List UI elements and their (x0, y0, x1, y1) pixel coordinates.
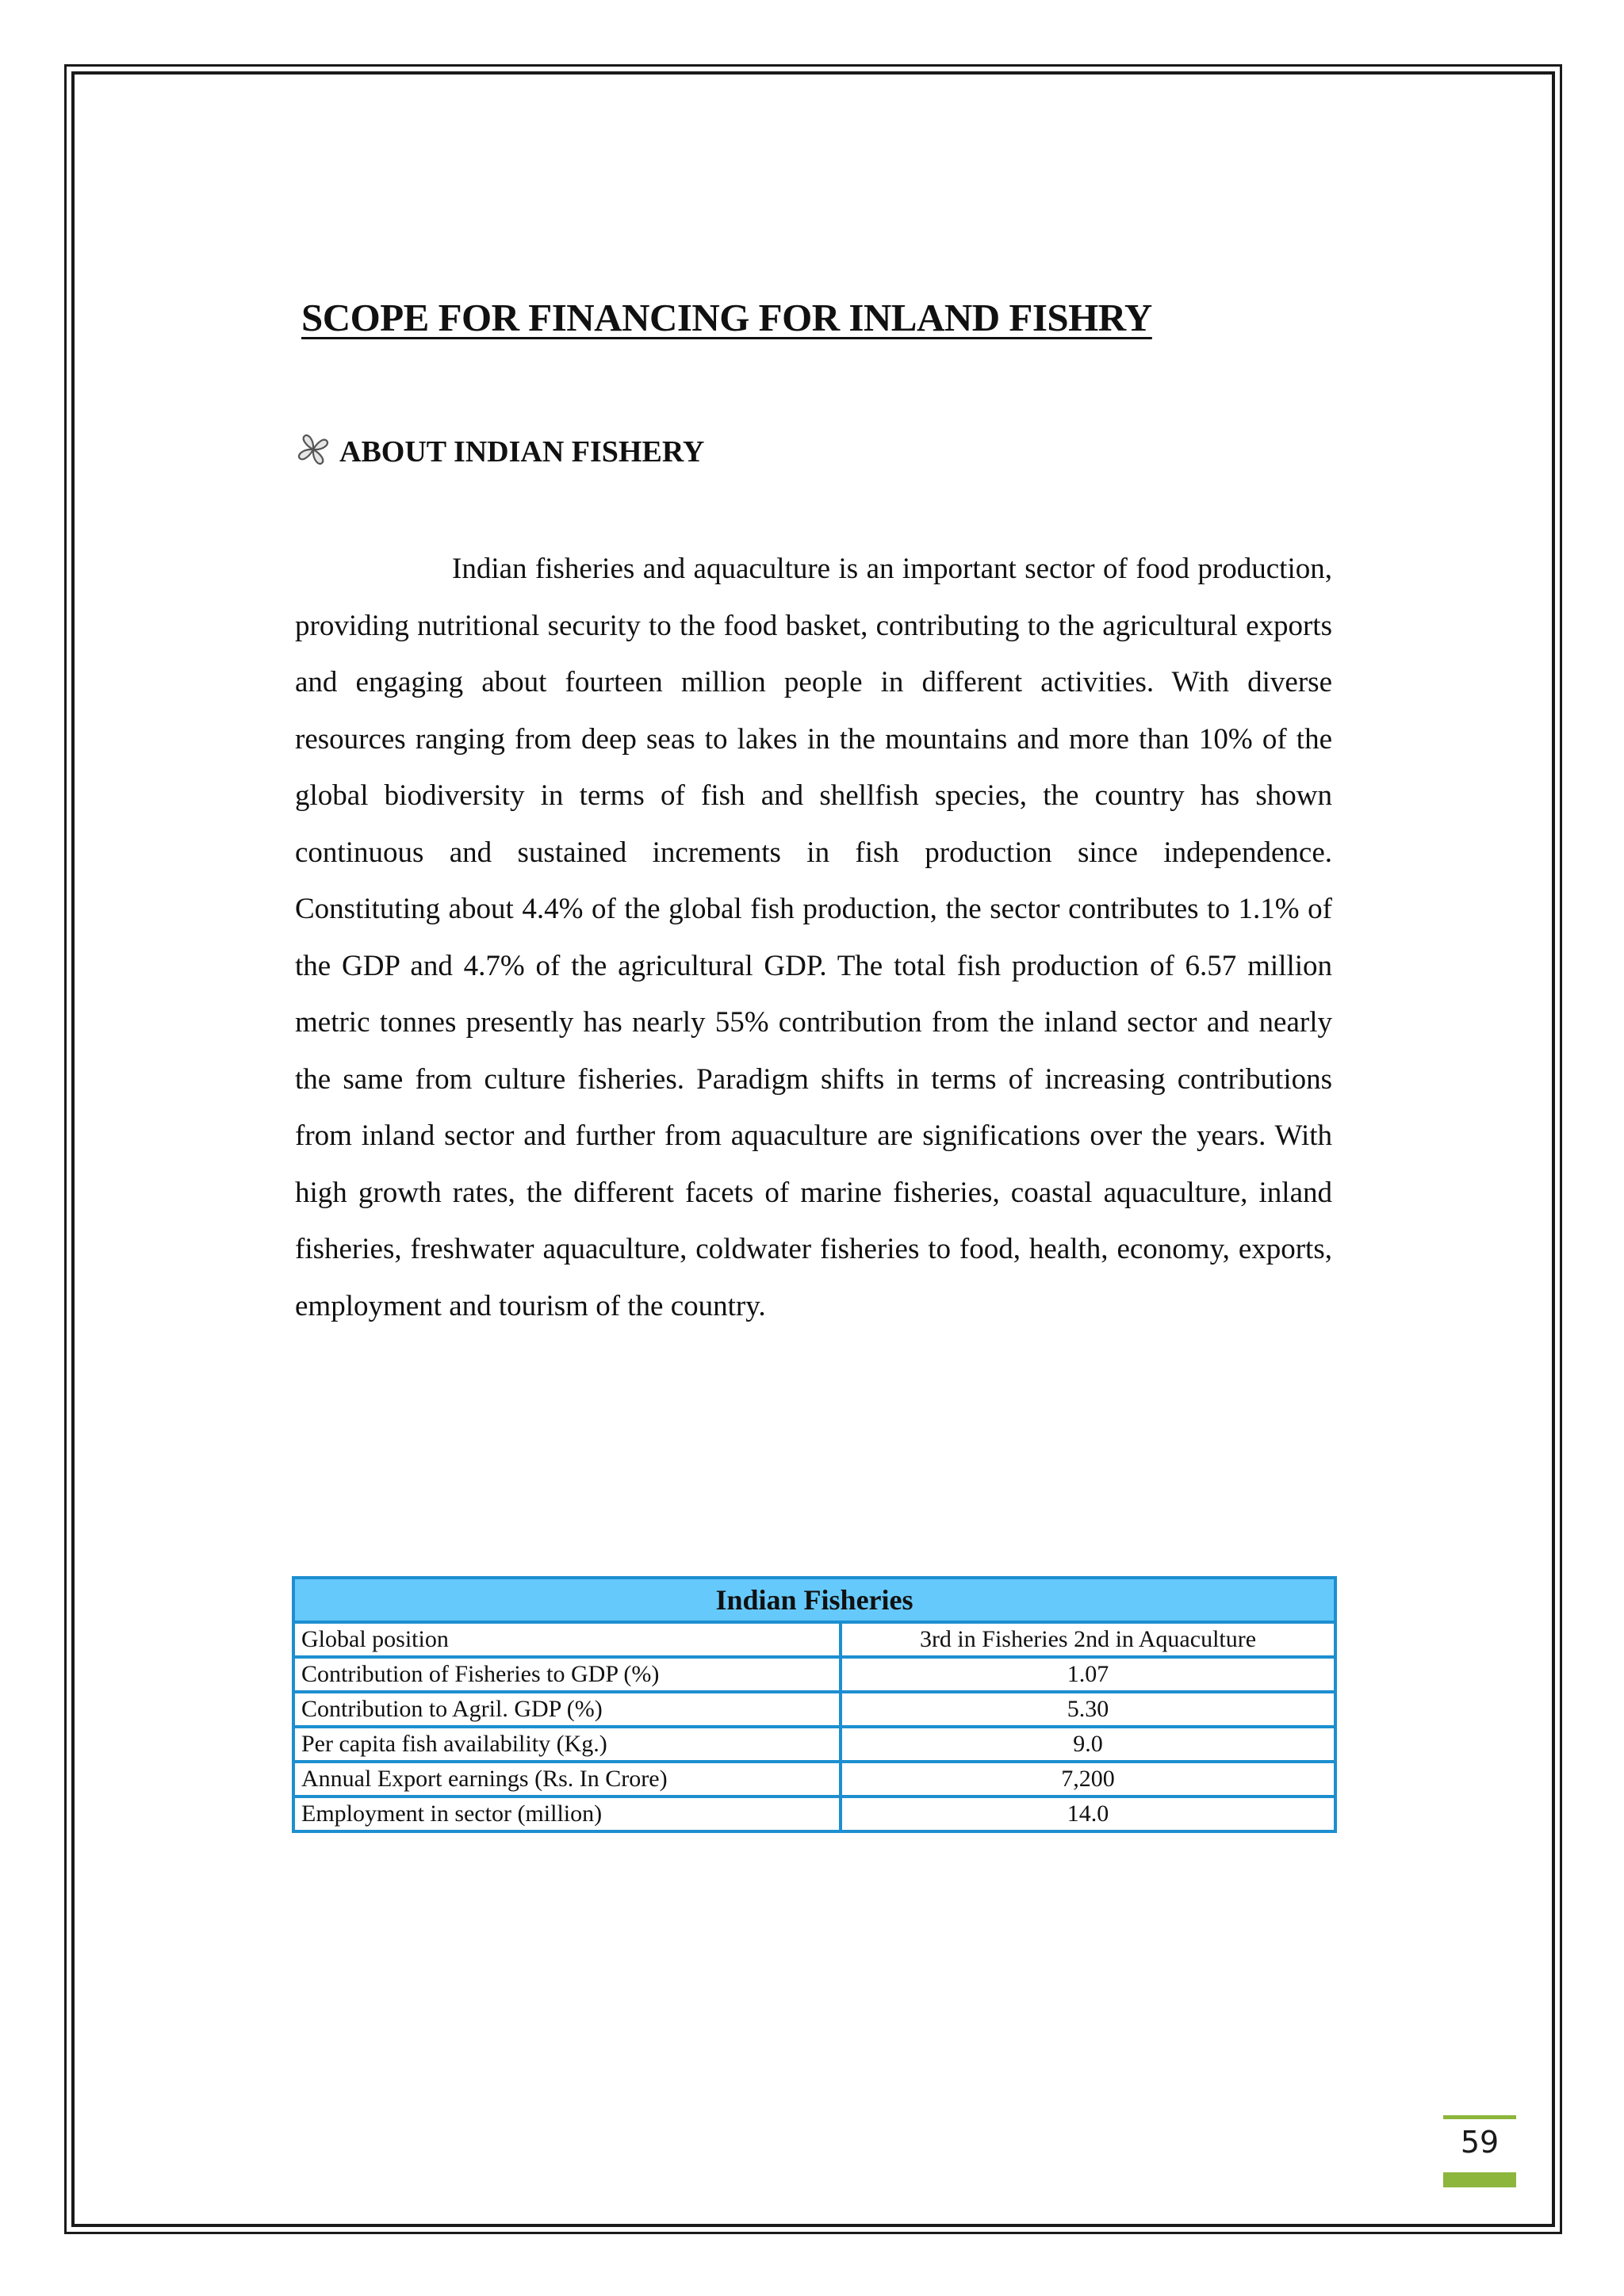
flower-bullet-icon (295, 431, 331, 472)
row-value: 5.30 (842, 1693, 1334, 1728)
row-label: Per capita fish availability (Kg.) (295, 1728, 842, 1763)
table-row (295, 1693, 1334, 1728)
table-row (295, 1763, 1334, 1798)
row-value: 3rd in Fisheries 2nd in Aquaculture (842, 1624, 1334, 1659)
row-label: Annual Export earnings (Rs. In Crore) (295, 1763, 842, 1798)
table-row (295, 1798, 1334, 1830)
table-row (295, 1659, 1334, 1693)
row-value: 7,200 (842, 1763, 1334, 1798)
fisheries-table (292, 1576, 1337, 1833)
row-label: Contribution to Agril. GDP (%) (295, 1693, 842, 1728)
section-heading-text: ABOUT INDIAN FISHERY (339, 434, 705, 469)
table-title: Indian Fisheries (295, 1579, 1334, 1624)
page-title: SCOPE FOR FINANCING FOR INLAND FISHRY (301, 296, 1152, 339)
page-number-bottom-bar (1443, 2172, 1516, 2187)
fisheries-table-wrapper (292, 1576, 1337, 1833)
table-row (295, 1624, 1334, 1659)
row-value: 14.0 (1067, 1800, 1109, 1827)
page-number: 59 (1460, 2125, 1500, 2160)
table-row (295, 1728, 1334, 1763)
table-header-row (295, 1579, 1334, 1624)
row-value: 1.07 (842, 1659, 1334, 1693)
body-paragraph: Indian fisheries and aquaculture is an important sector of food production, providing nutritional security to the food basket, contributing to the agricultural exports and engaging about fourteen million people in different activities. With diverse resources ranging from deep seas to lakes in the mountains and more than 10% of the global biodiversity in terms of fish and shellfish species, the country has shown continuous and sustained increments in fish production since independence. Constituting about 4.4% of the global fish production, the sector contributes to 1.1% of the GDP and 4.7% of the agricultural GDP. The total fish production of 6.57 million metric tonnes presently has nearly 55% contribution from the inland sector and nearly the same from culture fisheries. Paradigm shifts in terms of increasing contributions from inland sector and further from aquaculture are significations over the years. With high growth rates, the different facets of marine fisheries, coastal aquaculture, inland fisheries, freshwater aquaculture, coldwater fisheries to food, health, economy, exports, employment and tourism of the country. (295, 553, 1332, 1322)
row-label: Contribution of Fisheries to GDP (%) (295, 1659, 842, 1693)
row-label: Global position (295, 1624, 842, 1659)
row-label: Employment in sector (million) (295, 1798, 842, 1830)
section-heading (295, 431, 704, 472)
page-number-top-bar (1443, 2115, 1516, 2119)
row-value: 9.0 (842, 1728, 1334, 1763)
page-number-box (1443, 2115, 1516, 2188)
